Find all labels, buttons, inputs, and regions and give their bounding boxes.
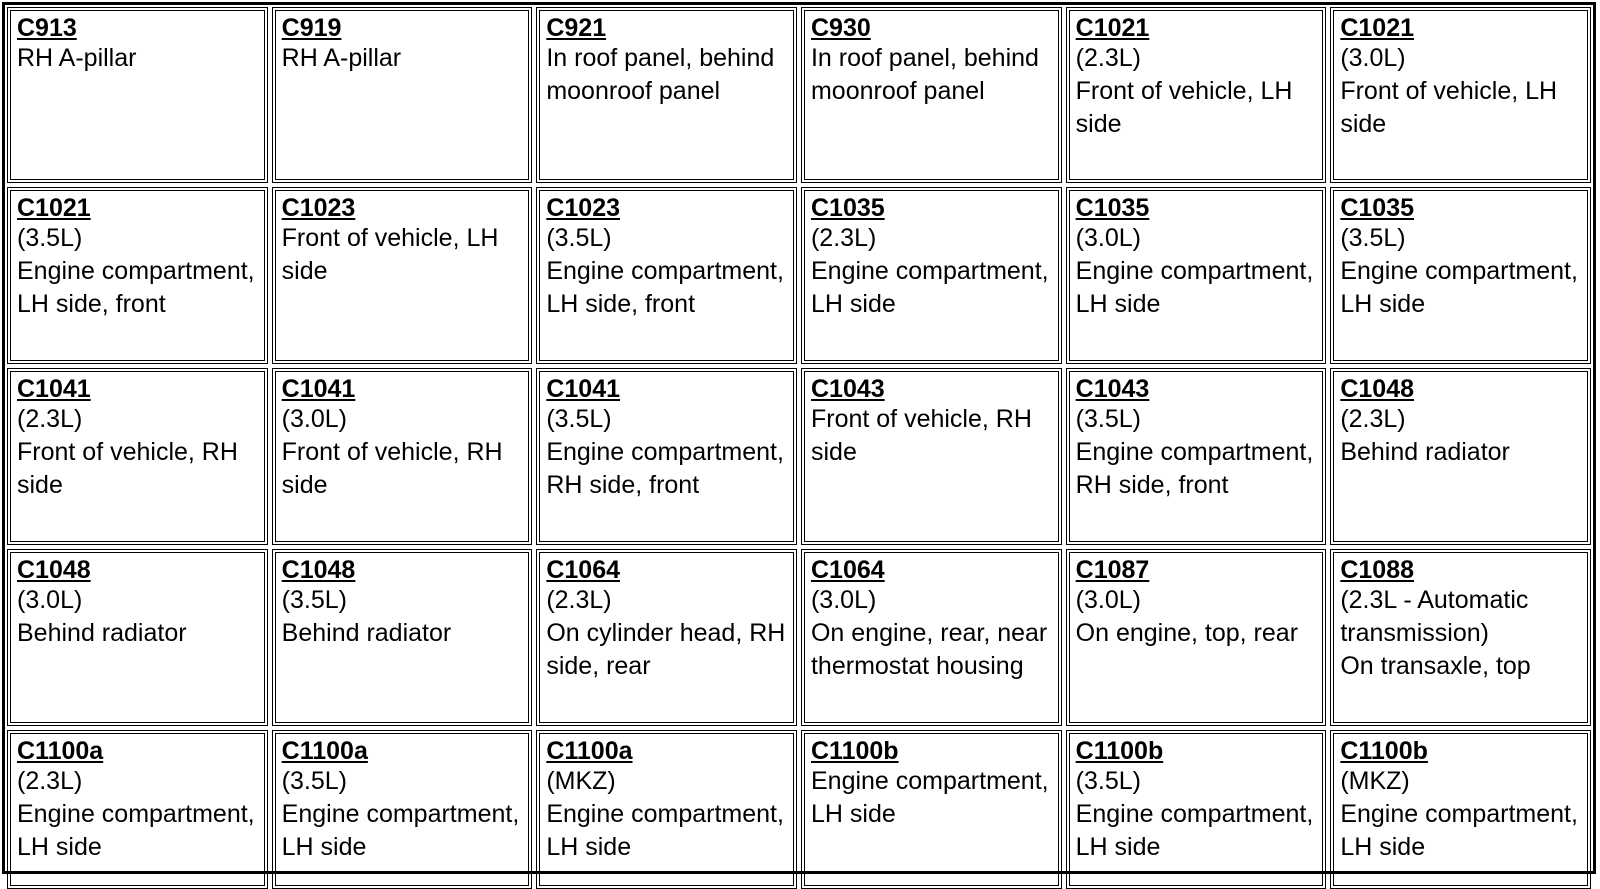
connector-link[interactable]: C1023	[281, 194, 356, 222]
engine-variant: (3.0L)	[1075, 224, 1141, 252]
table-cell	[801, 368, 1062, 545]
table-cell	[7, 368, 268, 545]
connector-link[interactable]: C1100b	[1340, 737, 1428, 765]
connector-link[interactable]: C1100b	[810, 737, 899, 765]
connector-link[interactable]: C1023	[546, 194, 620, 222]
connector-link[interactable]: C1088	[1340, 556, 1414, 584]
engine-variant: (3.5L)	[1340, 224, 1406, 252]
cell-text: On engine, top, rear	[1075, 619, 1299, 647]
cell-text: Engine compartment, LH side	[810, 257, 1049, 318]
engine-variant: (2.3L)	[1075, 44, 1141, 72]
cell-text: Engine compartment, LH side	[1340, 800, 1578, 861]
connector-link[interactable]: C1100a	[17, 737, 104, 765]
engine-variant: (3.5L)	[546, 224, 612, 252]
table-cell	[536, 7, 797, 183]
cell-text: Engine compartment, RH side, front	[1075, 438, 1314, 499]
connector-link[interactable]: C1035	[1340, 194, 1414, 222]
table-cell	[801, 7, 1062, 183]
connector-link[interactable]: C1064	[546, 556, 620, 584]
connector-link[interactable]: C1100a	[546, 737, 633, 765]
table-cell	[1330, 368, 1591, 545]
connector-link[interactable]: C1035	[810, 194, 885, 222]
engine-variant: (3.5L)	[1075, 405, 1141, 433]
table-cell	[1330, 549, 1591, 726]
table-cell	[801, 549, 1062, 726]
table-cell	[7, 549, 268, 726]
engine-variant: (3.5L)	[1075, 767, 1141, 795]
engine-variant: (3.0L)	[1075, 586, 1141, 614]
table-cell	[272, 368, 533, 545]
connector-link[interactable]: C913	[17, 14, 77, 42]
engine-variant: (2.3L)	[17, 405, 83, 433]
connector-link[interactable]: C1021	[1340, 14, 1414, 42]
engine-variant: (3.5L)	[17, 224, 83, 252]
connector-link[interactable]: C1041	[546, 375, 620, 403]
cell-text: Engine compartment, LH side	[17, 800, 255, 861]
engine-variant: (3.5L)	[281, 767, 347, 795]
connector-link[interactable]: C1043	[1075, 375, 1150, 403]
connector-link[interactable]: C1041	[17, 375, 91, 403]
connector-link[interactable]: C1048	[1340, 375, 1414, 403]
table-cell	[7, 730, 268, 889]
table-cell	[801, 730, 1062, 889]
connector-link[interactable]: C1048	[281, 556, 356, 584]
connector-link[interactable]: C1100b	[1075, 737, 1164, 765]
table-cell	[7, 7, 268, 183]
connector-link[interactable]: C1035	[1075, 194, 1150, 222]
engine-variant: (3.0L)	[810, 586, 877, 614]
connector-link[interactable]: C930	[810, 14, 871, 42]
cell-text: Engine compartment, LH side, front	[546, 257, 784, 318]
engine-variant: (3.0L)	[17, 586, 83, 614]
cell-text: Front of vehicle, RH side	[810, 405, 1032, 466]
cell-text: Engine compartment, LH side	[810, 767, 1049, 828]
cell-text: Engine compartment, LH side	[1340, 257, 1578, 318]
connector-link[interactable]: C1048	[17, 556, 91, 584]
table-cell	[272, 187, 533, 364]
table-cell	[536, 730, 797, 889]
table-cell	[1330, 7, 1591, 183]
cell-text: Engine compartment, LH side	[281, 800, 520, 861]
connector-link[interactable]: C1021	[1075, 14, 1150, 42]
engine-variant: (3.5L)	[281, 586, 347, 614]
engine-variant: (2.3L)	[17, 767, 83, 795]
table-cell	[7, 187, 268, 364]
cell-text: RH A-pillar	[281, 44, 402, 72]
cell-text: On transaxle, top	[1340, 652, 1531, 680]
table-cell	[272, 7, 533, 183]
cell-text: RH A-pillar	[17, 44, 137, 72]
table-cell	[272, 549, 533, 726]
cell-text: Engine compartment, RH side, front	[546, 438, 784, 499]
cell-text: Front of vehicle, LH side	[281, 224, 499, 285]
engine-variant: (3.5L)	[546, 405, 612, 433]
cell-text: On engine, rear, near thermostat housing	[810, 619, 1048, 680]
engine-variant: (3.0L)	[281, 405, 347, 433]
table-cell	[1330, 730, 1591, 889]
connector-link[interactable]: C1100a	[281, 737, 368, 765]
cell-text: Engine compartment, LH side, front	[17, 257, 255, 318]
engine-variant: (3.0L)	[1340, 44, 1406, 72]
cell-text: Behind radiator	[1340, 438, 1510, 466]
cell-text: Behind radiator	[17, 619, 187, 647]
table-cell	[1330, 187, 1591, 364]
connector-link[interactable]: C1041	[281, 375, 356, 403]
cell-text: In roof panel, behind moonroof panel	[546, 44, 775, 105]
table-cell	[1066, 730, 1327, 889]
table-cell	[536, 549, 797, 726]
engine-variant: (2.3L - Automatic transmission)	[1340, 586, 1529, 647]
connector-link[interactable]: C1043	[810, 375, 885, 403]
cell-text: In roof panel, behind moonroof panel	[810, 44, 1039, 105]
engine-variant: (MKZ)	[546, 767, 616, 795]
engine-variant: (2.3L)	[546, 586, 612, 614]
cell-text: Front of vehicle, LH side	[1340, 77, 1558, 138]
table-cell	[272, 730, 533, 889]
connector-link[interactable]: C1021	[17, 194, 91, 222]
cell-text: Front of vehicle, RH side	[281, 438, 503, 499]
connector-link[interactable]: C919	[281, 14, 342, 42]
cell-text: Front of vehicle, LH side	[1075, 77, 1293, 138]
engine-variant: (2.3L)	[1340, 405, 1406, 433]
cell-text: Behind radiator	[281, 619, 452, 647]
cell-text: On cylinder head, RH side, rear	[546, 619, 786, 680]
table-cell	[536, 187, 797, 364]
table-cell	[1066, 7, 1327, 183]
engine-variant: (MKZ)	[1340, 767, 1410, 795]
table-cell	[1066, 187, 1327, 364]
cell-text: Engine compartment, LH side	[546, 800, 784, 861]
engine-variant: (2.3L)	[810, 224, 877, 252]
table-cell	[801, 187, 1062, 364]
table-cell	[536, 368, 797, 545]
table-cell	[1066, 549, 1327, 726]
cell-text: Engine compartment, LH side	[1075, 800, 1314, 861]
connector-location-table	[2, 2, 1596, 874]
connector-link[interactable]: C1064	[810, 556, 885, 584]
cell-text: Front of vehicle, RH side	[17, 438, 238, 499]
table-cell	[1066, 368, 1327, 545]
cell-text: Engine compartment, LH side	[1075, 257, 1314, 318]
connector-link[interactable]: C1087	[1075, 556, 1150, 584]
connector-link[interactable]: C921	[546, 14, 607, 42]
